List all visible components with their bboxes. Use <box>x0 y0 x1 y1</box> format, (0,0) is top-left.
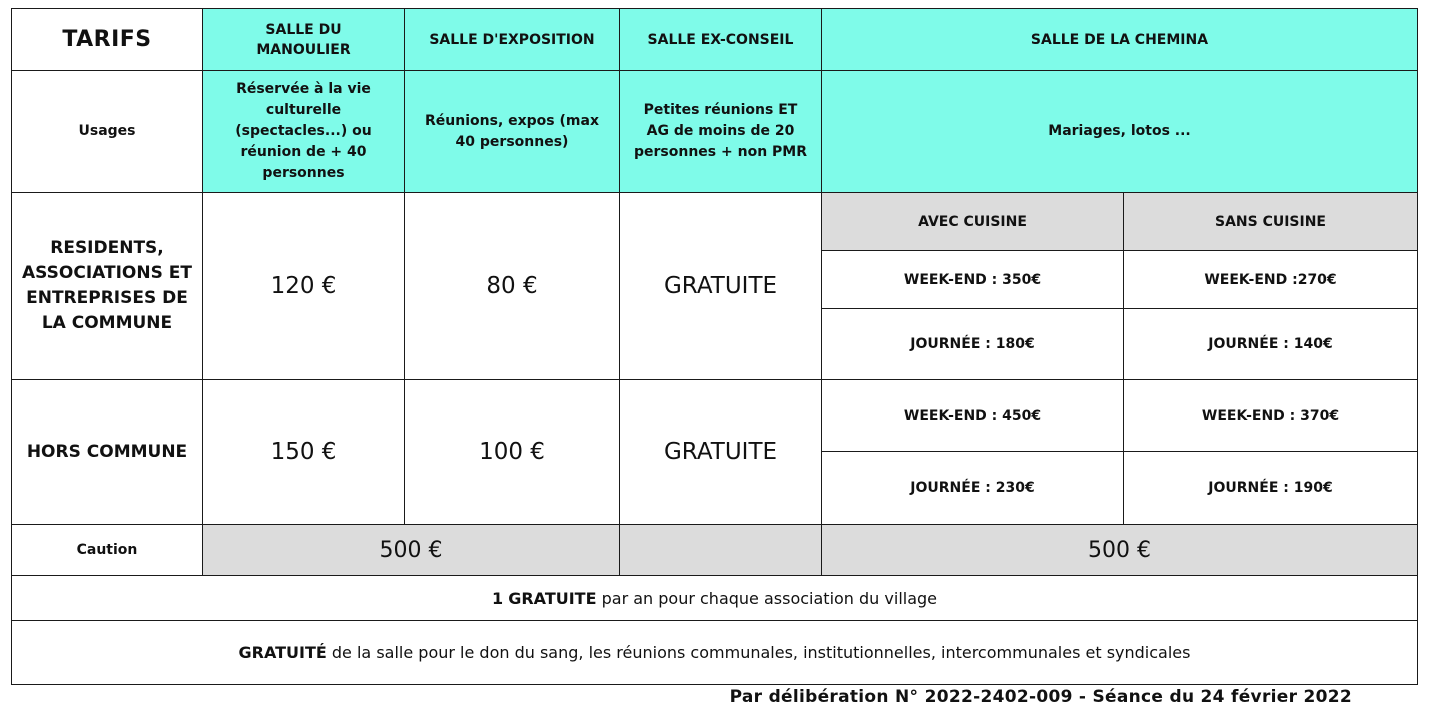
usages-label: Usages <box>11 70 203 193</box>
price-hors-manoulier: 150 € <box>202 379 405 525</box>
note-free-hall <box>11 620 1418 685</box>
usage-chemina: Mariages, lotos ... <box>821 70 1418 193</box>
note-gratuite-salle-word: GRATUITÉ <box>238 643 327 662</box>
header-exposition: SALLE D'EXPOSITION <box>404 8 620 71</box>
price-residents-manoulier: 120 € <box>202 192 405 380</box>
row-label-hors-commune: HORS COMMUNE <box>11 379 203 525</box>
caution-ex-conseil-empty <box>619 524 822 576</box>
price-hors-exposition: 100 € <box>404 379 620 525</box>
deliberation-footer: Par délibération N° 2022-2402-009 - Séance du 24 février 2022 <box>729 687 1352 707</box>
caution-label: Caution <box>11 524 203 576</box>
note-gratuite-salle-text: de la salle pour le don du sang, les réunions communales, institutionnelles, intercommunales et syndicales <box>326 643 1191 662</box>
hors-sans-weekend: WEEK-END : 370€ <box>1123 379 1418 452</box>
header-ex-conseil: SALLE EX-CONSEIL <box>619 8 822 71</box>
caution-chemina: 500 € <box>821 524 1418 576</box>
price-residents-exposition: 80 € <box>404 192 620 380</box>
tarifs-title: TARIFS <box>11 8 203 71</box>
usage-exposition: Réunions, expos (max 40 personnes) <box>404 70 620 193</box>
usage-ex-conseil: Petites réunions ET AG de moins de 20 personnes + non PMR <box>619 70 822 193</box>
header-sans-cuisine: SANS CUISINE <box>1123 192 1418 251</box>
note-annual-gratuite <box>11 575 1418 621</box>
row-label-residents: RESIDENTS, ASSOCIATIONS ET ENTREPRISES DE LA COMMUNE <box>11 192 203 380</box>
caution-salles-1-2: 500 € <box>202 524 620 576</box>
header-avec-cuisine: AVEC CUISINE <box>821 192 1124 251</box>
hors-avec-weekend: WEEK-END : 450€ <box>821 379 1124 452</box>
price-residents-ex-conseil: GRATUITE <box>619 192 822 380</box>
residents-avec-weekend: WEEK-END : 350€ <box>821 250 1124 309</box>
note-gratuite-word: GRATUITE <box>508 588 597 608</box>
note-gratuite-text: par an pour chaque association du village <box>596 588 938 608</box>
hors-avec-journee: JOURNÉE : 230€ <box>821 451 1124 525</box>
residents-sans-weekend: WEEK-END :270€ <box>1123 250 1418 309</box>
residents-avec-journee: JOURNÉE : 180€ <box>821 308 1124 380</box>
price-hors-ex-conseil: GRATUITE <box>619 379 822 525</box>
note-count: 1 <box>491 588 504 608</box>
header-chemina: SALLE DE LA CHEMINA <box>821 8 1418 71</box>
residents-sans-journee: JOURNÉE : 140€ <box>1123 308 1418 380</box>
tarifs-table <box>12 9 1418 685</box>
hors-sans-journee: JOURNÉE : 190€ <box>1123 451 1418 525</box>
usage-manoulier: Réservée à la vie culturelle (spectacles...) ou réunion de + 40 personnes <box>202 70 405 193</box>
header-manoulier: SALLE DU MANOULIER <box>202 8 405 71</box>
